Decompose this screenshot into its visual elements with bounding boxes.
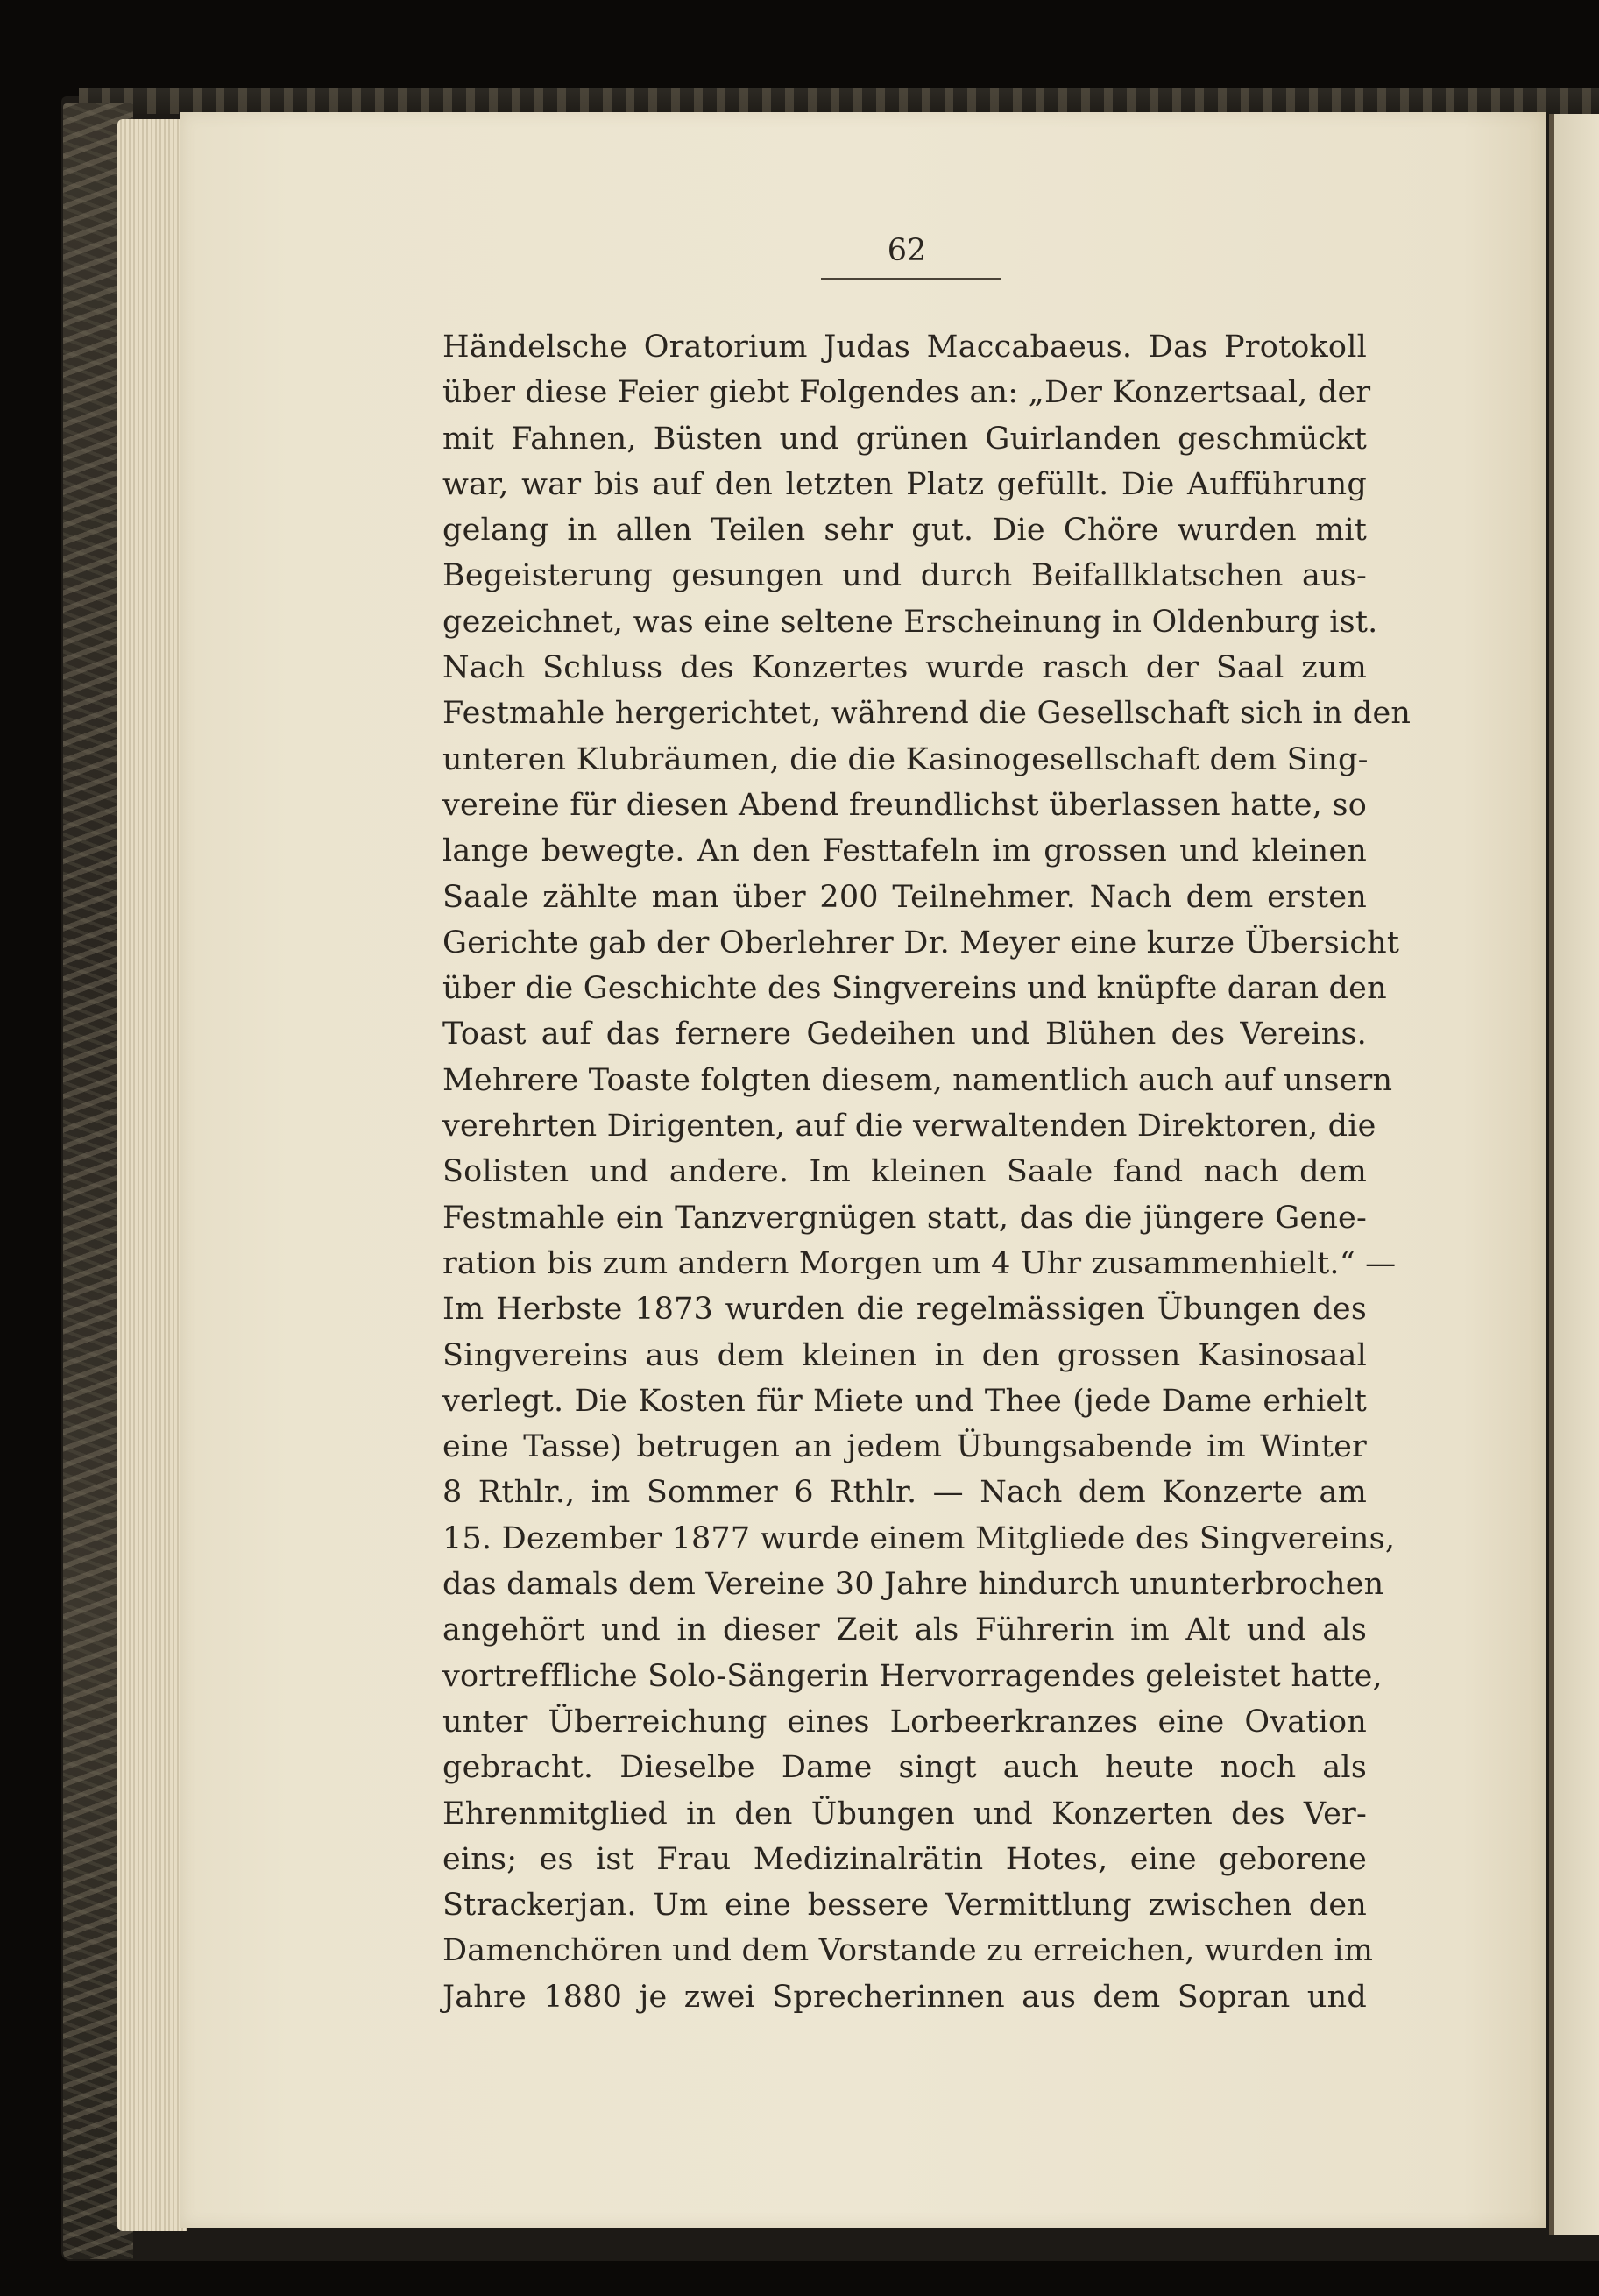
text-line: war, war bis auf den letzten Platz gefüllt. Die Aufführung [442,466,1367,502]
text-line: Festmahle ein Tanzvergnügen statt, das die jüngere Gene- [442,1200,1367,1236]
text-line: 8 Rthlr., im Sommer 6 Rthlr. — Nach dem Konzerte am [442,1475,1367,1511]
text-line: Nach Schluss des Konzertes wurde rasch der Saal zum [442,650,1367,686]
text-line: über die Geschichte des Singvereins und knüpfte daran den [442,971,1387,1007]
text-line: über diese Feier giebt Folgendes an: „Der Konzertsaal, der [442,375,1371,411]
text-line: gezeichnet, was eine seltene Erscheinung in Oldenburg ist. [442,604,1378,640]
text-line: angehört und in dieser Zeit als Führerin im Alt und als [442,1612,1367,1648]
text-line: Toast auf das fernere Gedeihen und Blühen des Vereins. [442,1017,1367,1052]
text-line: Mehrere Toaste folgten diesem, namentlich auch auf unsern [442,1062,1393,1098]
text-line: Solisten und andere. Im kleinen Saale fand nach dem [442,1154,1367,1190]
text-line: gebracht. Dieselbe Dame singt auch heute noch als [442,1750,1367,1786]
text-line: eine Tasse) betrugen an jedem Übungsabende im Winter [442,1429,1367,1465]
text-line: Begeisterung gesungen und durch Beifallklatschen aus- [442,558,1367,594]
page-number: 62 [887,233,927,268]
text-line: Festmahle hergerichtet, während die Gesellschaft sich in den [442,696,1412,732]
text-line: das damals dem Vereine 30 Jahre hindurch ununterbrochen [442,1567,1384,1603]
text-line: Strackerjan. Um eine bessere Vermittlung zwischen den [442,1888,1367,1924]
facing-page-edge [1549,114,1599,2235]
text-line: vereine für diesen Abend freundlichst überlassen hatte, so [442,787,1367,823]
text-line: Ehrenmitglied in den Übungen und Konzerten des Ver- [442,1796,1367,1832]
text-line: Damenchören und dem Vorstande zu erreichen, wurden im [442,1933,1374,1969]
text-line: lange bewegte. An den Festtafeln im grossen und kleinen [442,833,1367,869]
text-line: unteren Klubräumen, die die Kasinogesellschaft dem Sing- [442,741,1369,777]
text-line: verlegt. Die Kosten für Miete und Thee (jede Dame erhielt [442,1383,1367,1419]
body-text [442,324,1412,2020]
page-number-rule [821,278,1001,280]
text-line: vortreffliche Solo-Sängerin Hervorragendes geleistet hatte, [442,1658,1383,1694]
text-line: mit Fahnen, Büsten und grünen Guirlanden geschmückt [442,421,1367,457]
page-edges [117,119,187,2231]
text-line: eins; es ist Frau Medizinalrätin Hotes, eine geborene [442,1841,1367,1877]
text-line: Jahre 1880 je zwei Sprecherinnen aus dem Sopran und [442,1979,1367,2015]
text-line: verehrten Dirigenten, auf die verwaltenden Direktoren, die [442,1109,1376,1144]
text-line: Saale zählte man über 200 Teilnehmer. Nach dem ersten [442,879,1367,915]
text-line: Im Herbste 1873 wurden die regelmässigen Übungen des [442,1292,1367,1328]
text-line: gelang in allen Teilen sehr gut. Die Chöre wurden mit [442,513,1367,549]
text-line: 15. Dezember 1877 wurde einem Mitgliede des Singvereins, [442,1520,1396,1556]
cover-top-edge [79,88,1599,114]
text-line: unter Überreichung eines Lorbeerkranzes eine Ovation [442,1704,1367,1740]
text-line: Händelsche Oratorium Judas Maccabaeus. Das Protokoll [442,330,1367,365]
text-line: Gerichte gab der Oberlehrer Dr. Meyer eine kurze Übersicht [442,925,1400,960]
text-line: Singvereins aus dem kleinen in den grossen Kasinosaal [442,1337,1367,1373]
text-line: ration bis zum andern Morgen um 4 Uhr zusammenhielt.“ — [442,1245,1397,1281]
